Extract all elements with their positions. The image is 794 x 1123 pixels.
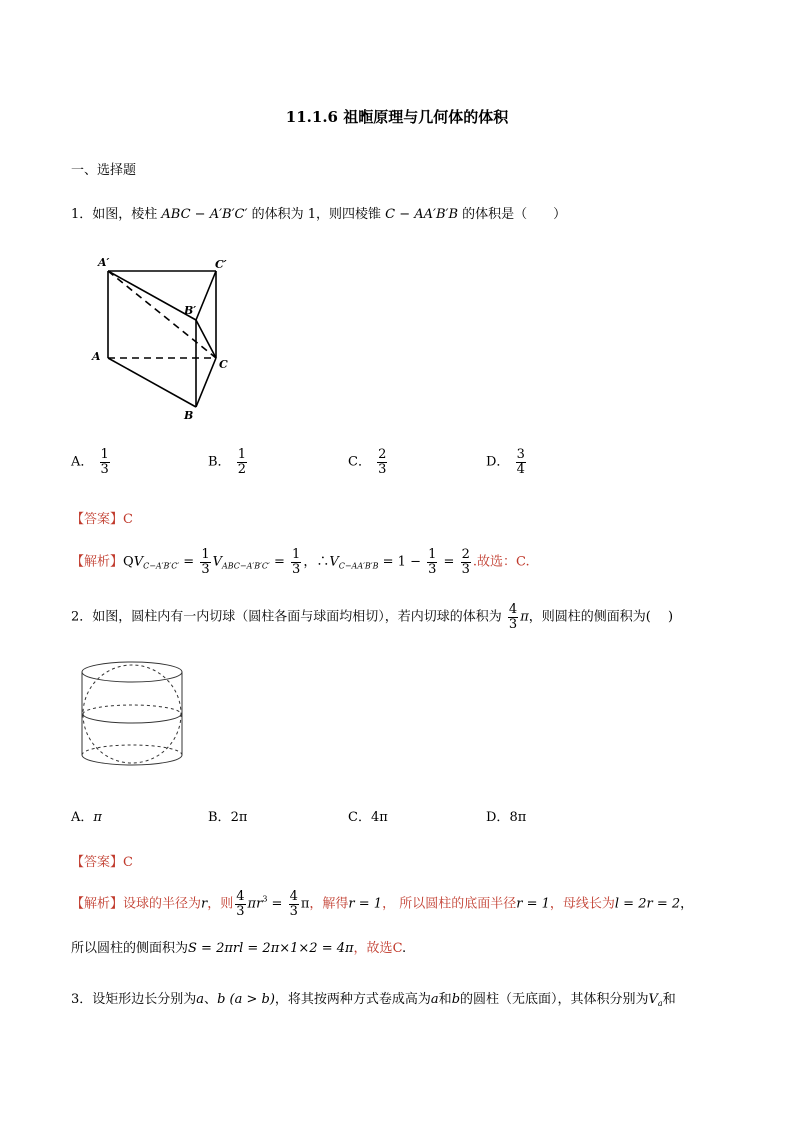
analysis-text: ，则 (207, 896, 234, 912)
q1-option-a (71, 448, 112, 476)
one-minus: = 1 − (382, 554, 421, 570)
frac-num: 1 (428, 547, 437, 562)
label-C1: C′ (215, 258, 227, 271)
volume-symbol: V (329, 554, 339, 570)
frac-num: 4 (508, 602, 518, 617)
option-value: π (93, 810, 102, 825)
q1-stem-a: 1．如图，棱柱 (71, 207, 158, 222)
analysis-text: ，解得 (309, 896, 349, 912)
height-b: b (451, 992, 461, 1007)
frac-num: 2 (378, 447, 387, 462)
analysis-text: 设球的半径为 (123, 896, 202, 912)
frac-den: 4 (516, 461, 525, 477)
comma: ， (680, 896, 694, 912)
frac-den: 3 (378, 461, 387, 477)
q2-option-c (348, 806, 388, 825)
label-B1: B′ (184, 304, 197, 317)
label-A1: A′ (98, 256, 110, 269)
period: . (402, 941, 407, 956)
frac-num: 3 (516, 447, 525, 462)
q2-option-a (71, 806, 102, 825)
frac-num: 1 (292, 547, 301, 562)
frac-den: 3 (428, 561, 437, 577)
question-1-stem (71, 203, 566, 222)
frac-num: 1 (201, 547, 210, 562)
equals: = (443, 554, 455, 570)
option-value: 8π (509, 810, 527, 825)
label-A: A (92, 350, 101, 363)
frac-den: 3 (289, 903, 298, 919)
answer-tag: 【答案】 (71, 855, 124, 870)
frac-den: 3 (100, 461, 109, 477)
option-letter: A． (71, 454, 94, 470)
volume-subscript: C−AA′B′B (338, 561, 379, 571)
q2-analysis-line1 (71, 890, 693, 918)
analysis-q: Q (123, 554, 134, 570)
lateral-area-formula: S = 2πrl = 2π×1×2 = 4π (188, 941, 354, 956)
q2-cylinder-figure (74, 655, 194, 773)
option-value: 2π (230, 810, 248, 825)
frac-den: 3 (508, 616, 518, 632)
frac-den: 3 (292, 561, 301, 577)
q3-stem-b: ，将其按两种方式卷成高为 (274, 992, 431, 1007)
q1-prism: ABC − A′B′C′ (161, 207, 248, 222)
q1-option-d (486, 448, 528, 476)
volume-symbol: V (648, 992, 658, 1007)
q2-option-b (208, 806, 247, 825)
question-3-stem (71, 988, 676, 1008)
analysis-choice: C (392, 941, 403, 956)
option-letter: C． (348, 810, 371, 825)
frac-den: 3 (236, 903, 245, 919)
frac-den: 2 (237, 461, 246, 477)
q1-prism-figure (88, 252, 248, 427)
volume-subscript: a (657, 999, 663, 1008)
conjunction: 和 (438, 992, 452, 1007)
q2-stem-a: 2．如图，圆柱内有一内切球（圆柱各面与球面均相切），若内切球的体积为 (71, 609, 502, 625)
option-letter: B． (208, 454, 231, 470)
answer-value: C (123, 855, 133, 870)
volume-symbol: V (133, 554, 144, 570)
height-a: a (430, 992, 439, 1007)
pi-symbol: π (300, 896, 310, 912)
page-title: 11.1.6 祖暅原理与几何体的体积 (285, 108, 509, 126)
frac-num: 4 (289, 889, 298, 904)
analysis-tag: 【解析】 (71, 554, 124, 570)
base-radius: r = 1 (516, 896, 550, 912)
question-2-stem (71, 603, 673, 631)
frac-num: 1 (237, 447, 246, 462)
frac-den: 3 (461, 561, 470, 577)
q1-analysis (71, 548, 530, 576)
pi-symbol: π (520, 609, 529, 625)
q1-stem-b: 的体积为 1，则四棱锥 (251, 207, 381, 222)
option-letter: A． (71, 810, 94, 825)
label-B: B (184, 409, 194, 422)
option-value: 4π (370, 810, 388, 825)
option-letter: B． (208, 810, 231, 825)
q2-stem-b: ，则圆柱的侧面积为( ) (528, 609, 674, 625)
analysis-text: ， 所以圆柱的底面半径 (382, 896, 517, 912)
analysis-text: ，故选 (353, 941, 393, 956)
exponent: 3 (262, 894, 268, 904)
equals: = (267, 896, 287, 912)
q1-stem-c: 的体积是（ ） (462, 207, 567, 222)
separator: 、 (204, 992, 218, 1007)
q3-stem-a: 3．设矩形边长分别为 (71, 992, 197, 1007)
volume-subscript: C−A′B′C′ (143, 561, 180, 571)
q1-option-b (208, 448, 249, 476)
answer-tag: 【答案】 (71, 512, 124, 527)
frac-den: 3 (201, 561, 210, 577)
equals: = (274, 554, 285, 570)
q2-analysis-line2 (71, 937, 406, 956)
q3-stem-c: 的圆柱（无底面），其体积分别为 (460, 992, 649, 1007)
analysis-tag: 【解析】 (71, 896, 124, 912)
side-a: a (196, 992, 205, 1007)
volume-subscript: ABC−A′B′C′ (222, 561, 270, 571)
q2-answer (71, 851, 133, 870)
option-letter: D． (486, 810, 510, 825)
q1-answer (71, 508, 133, 527)
answer-value: C (123, 512, 133, 527)
equals: = (183, 554, 195, 570)
frac-num: 2 (461, 547, 470, 562)
q1-pyramid: C − AA′B′B (385, 207, 459, 222)
radius-symbol: r (201, 896, 208, 912)
pi-r: πr (247, 896, 263, 912)
label-C: C (219, 358, 228, 371)
analysis-tail: .故选：C. (472, 554, 530, 570)
volume-symbol: V (212, 554, 222, 570)
q2-option-d (486, 806, 526, 825)
generatrix-length: l = 2r = 2 (614, 896, 681, 912)
option-letter: D． (486, 454, 510, 470)
frac-num: 1 (100, 447, 109, 462)
q1-option-c (348, 448, 389, 476)
q3-stem-d: 和 (662, 992, 676, 1007)
side-b-condition: b (a > b) (217, 992, 275, 1007)
frac-num: 4 (236, 889, 245, 904)
analysis-text: 所以圆柱的侧面积为 (71, 941, 189, 956)
section-heading: 一、选择题 (71, 163, 137, 178)
radius-result: r = 1 (348, 896, 383, 912)
therefore: ，∴ (303, 554, 330, 570)
option-letter: C． (348, 454, 371, 470)
analysis-text: ，母线长为 (549, 896, 615, 912)
